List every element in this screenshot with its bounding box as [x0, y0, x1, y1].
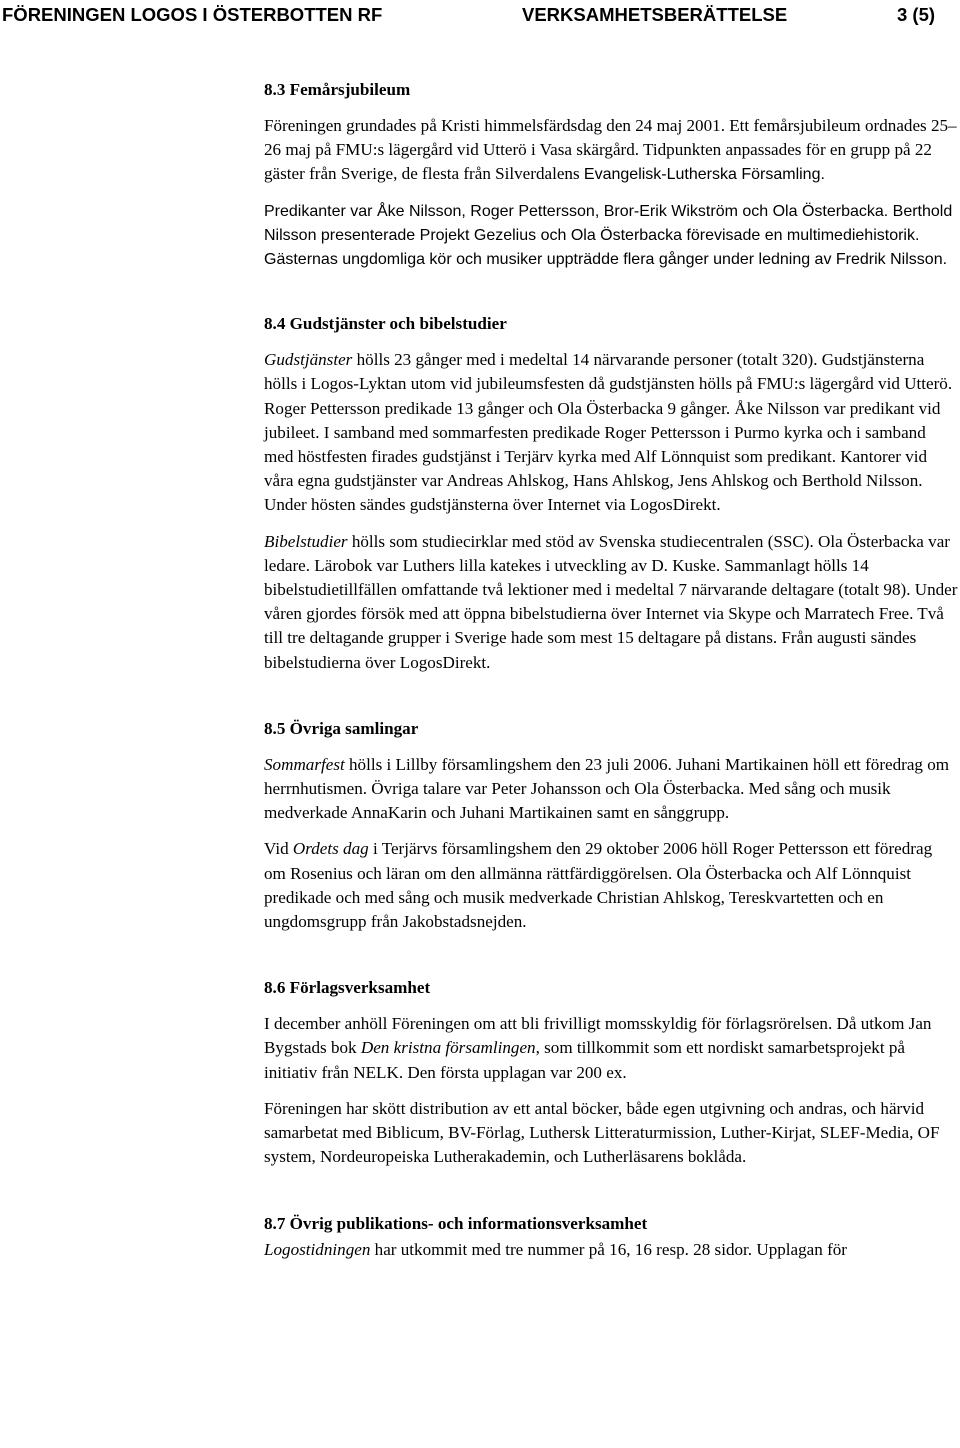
- paragraph: Sommarfest hölls i Lillby församlingshem den 23 juli 2006. Juhani Martikainen höll ett föredrag om herrnhutismen. Övriga talare var Peter Johansson och Ola Österbacka. Med sång och musik medverkade AnnaKarin och Juhani Martikainen samt en sånggrupp.: [264, 754, 950, 823]
- paragraph: Vid Ordets dag i Terjärvs församlingshem den 29 oktober 2006 höll Roger Pettersson ett föredrag om Rosenius och läran om den allmänna rättfärdiggörelsen. Ola Österbacka och Alf Lönnquist predikade och med sång och musik medverkade Christian Ahlskog, Tereskvartetten och en ungdomsgrupp från Jakobstadsnejden.: [264, 839, 933, 932]
- section-heading: 8.7 Övrig publikations- och informationsverksamhet: [264, 1213, 648, 1233]
- header-organization: FÖRENINGEN LOGOS I ÖSTERBOTTEN RF: [2, 4, 383, 25]
- paragraph: Predikanter var Åke Nilsson, Roger Pettersson, Bror-Erik Wikström och Ola Österbacka. Berthold Nilsson presenterade Projekt Gezelius och Ola Österbacka förevisade en multimediehistorik. Gästernas ungdomliga kör och musiker uppträdde flera gånger under ledning av Fredrik Nilsson.: [264, 202, 953, 269]
- section-heading: 8.4 Gudstjänster och bibelstudier: [264, 314, 507, 334]
- paragraph: Föreningen har skött distribution av ett antal böcker, både egen utgivning och andras, och härvid samarbetat med Biblicum, BV-Förlag, Luthersk Litteraturmission, Luther-Kirjat, SLEF-Media, OF system, Nordeuropeiska Lutherakademin, och Lutherläsarens boklåda.: [264, 1098, 940, 1167]
- section-8-3: [264, 78, 958, 272]
- paragraph: Bibelstudier hölls som studiecirklar med stöd av Svenska studiecentralen (SSC). Ola Österbacka var ledare. Lärobok var Luthers lilla katekes i utveckling av D. Kuske. Sammanlagt hölls 14 bibelstudietillfällen omfattande två lektioner med i medeltal 7 närvarande deltagare (totalt 98). Under våren gjordes försök med att öppna bibelstudierna över Internet via Skype och Marratech Free. Två till tre deltagande grupper i Sverige hade som mest 15 deltagare på distans. Från augusti sändes bibelstudierna över LogosDirekt.: [264, 531, 958, 672]
- section-8-5: [264, 717, 958, 934]
- section-heading: 8.3 Femårsjubileum: [264, 80, 411, 99]
- document-body: [264, 78, 958, 1262]
- header-document-type: VERKSAMHETSBERÄTTELSE: [522, 4, 788, 25]
- section-8-4: [264, 312, 958, 675]
- page-header: [0, 4, 960, 30]
- section-8-6: [264, 976, 958, 1169]
- section-heading: 8.6 Förlagsverksamhet: [264, 978, 431, 998]
- section-8-7: [264, 1212, 958, 1262]
- paragraph: Logostidningen har utkommit med tre nummer på 16, 16 resp. 28 sidor. Upplagan för: [264, 1239, 848, 1259]
- paragraph: I december anhöll Föreningen om att bli frivilligt momsskyldig för förlagsrörelsen. Då utkom Jan Bygstads bok Den kristna församlingen, som tillkommit som ett nordiskt samarbetsprojekt på initiativ från NELK. Den första upplagan var 200 ex.: [264, 1014, 932, 1082]
- paragraph: Föreningen grundades på Kristi himmelsfärdsdag den 24 maj 2001. Ett femårsjubileum ordnades 25–26 maj på FMU:s lägergård vid Utterö i Vasa skärgård. Tidpunkten anpassades för en grupp på 22 gäster från Sverige, de flesta från Silverdalens Evangelisk-Lutherska Församling.: [264, 116, 957, 184]
- header-page-number: 3 (5): [897, 4, 936, 25]
- section-heading: 8.5 Övriga samlingar: [264, 718, 419, 738]
- paragraph: Gudstjänster hölls 23 gånger med i medeltal 14 närvarande personer (totalt 320). Gudstjänsterna hölls i Logos-Lyktan utom vid jubileumsfesten då gudstjänsten hölls på FMU:s lägergård vid Utterö. Roger Pettersson predikade 13 gånger och Ola Österbacka 9 gånger. Åke Nilsson var predikant vid jubileet. I samband med sommarfesten predikade Roger Pettersson i Purmo kyrka och i samband med höstfesten firades gudstjänst i Terjärv kyrka med Alf Lönnquist som predikant. Kantorer vid våra egna gudstjänster var Andreas Ahlskog, Hans Ahlskog, Jens Ahlskog och Berthold Nilsson. Under hösten sändes gudstjänsterna över Internet via LogosDirekt.: [264, 350, 953, 515]
